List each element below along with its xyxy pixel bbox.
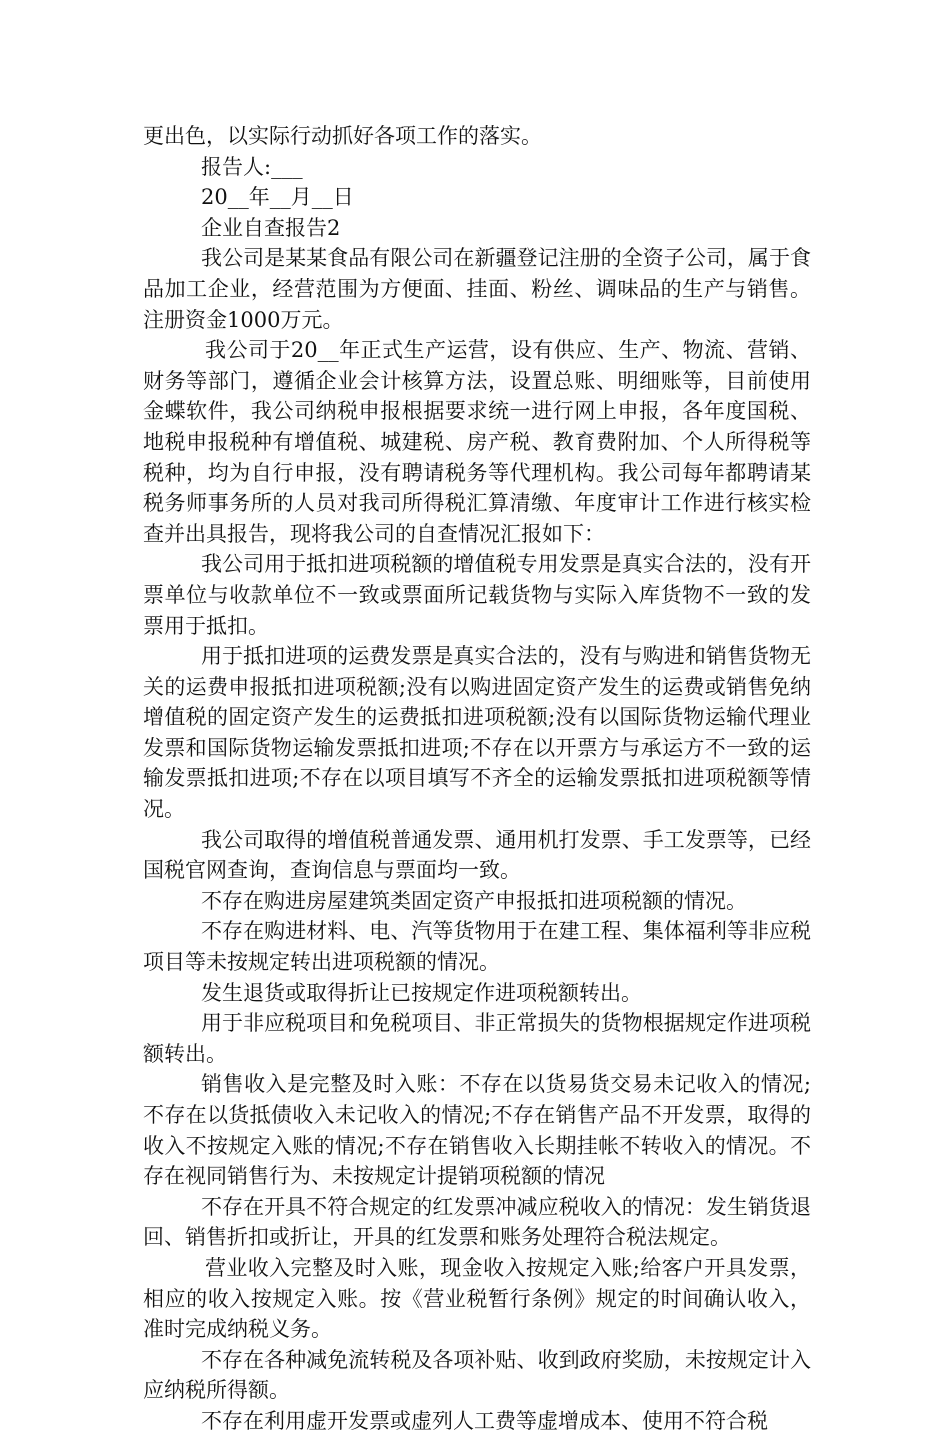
paragraph-fixed-assets: 不存在购进房屋建筑类固定资产申报抵扣进项税额的情况。 <box>201 888 747 913</box>
paragraph-sales-income: 销售收入是完整及时入账：不存在以货易货交易未记收入的情况;不存在以货抵债收入未记收入的情况;不存在销售产品不开发票，取得的收入不按规定入账的情况;不存在销售收入长期挂帐不转收入的情况。不存在视同销售行为、未按规定计提销项税额的情况 <box>143 1072 811 1189</box>
paragraph-subsidies: 不存在各种减免流转税及各项补贴、收到政府奖励，未按规定计入应纳税所得额。 <box>143 1347 811 1403</box>
paragraph-returns: 发生退货或取得折让已按规定作进项税额转出。 <box>201 980 642 1005</box>
paragraph-company-intro: 我公司是某某食品有限公司在新疆登记注册的全资子公司，属于食品加工企业，经营范围为方便面、挂面、粉丝、调味品的生产与销售。注册资金1000万元。 <box>143 246 811 332</box>
paragraph-business-income: 营业收入完整及时入账，现金收入按规定入账;给客户开具发票，相应的收入按规定入账。按《营业税暂行条例》规定的时间确认收入，准时完成纳税义务。 <box>143 1255 811 1342</box>
paragraph-ordinary-invoices: 我公司取得的增值税普通发票、通用机打发票、手工发票等，已经国税官网查询，查询信息与票面均一致。 <box>143 827 811 883</box>
paragraph-non-taxable: 用于非应税项目和免税项目、非正常损失的货物根据规定作进项税额转出。 <box>143 1011 811 1066</box>
document-page <box>143 121 811 1437</box>
section-title: 企业自查报告2 <box>201 215 341 240</box>
paragraph-false-invoices: 不存在利用虚开发票或虚列人工费等虚增成本、使用不符合税 <box>201 1408 768 1433</box>
paragraph-red-invoices: 不存在开具不符合规定的红发票冲减应税收入的情况：发生销货退回、销售折扣或折让，开具的红发票和账务处理符合税法规定。 <box>143 1194 811 1250</box>
date-line: 20__年__月__日 <box>201 185 354 210</box>
paragraph-freight-invoices: 用于抵扣进项的运费发票是真实合法的，没有与购进和销售货物无关的运费申报抵扣进项税额;没有以购进固定资产发生的运费或销售免纳增值税的固定资产发生的运费抵扣进项税额;没有以国际货物运输代理业发票和国际货物运输发票抵扣进项;不存在以开票方与承运方不一致的运输发票抵扣进项;不存在以项目填写不齐全的运输发票抵扣进项税额等情况。 <box>143 644 811 822</box>
paragraph-materials: 不存在购进材料、电、汽等货物用于在建工程、集体福利等非应税项目等未按规定转出进项税额的情况。 <box>143 919 811 975</box>
paragraph-vat-invoices: 我公司用于抵扣进项税额的增值税专用发票是真实合法的，没有开票单位与收款单位不一致或票面所记载货物与实际入库货物不一致的发票用于抵扣。 <box>143 552 811 638</box>
reporter-line: 报告人:___ <box>201 154 303 179</box>
paragraph-operations: 我公司于20__年正式生产运营，设有供应、生产、物流、营销、财务等部门，遵循企业会计核算方法，设置总账、明细账等，目前使用金蝶软件，我公司纳税申报根据要求统一进行网上申报，各年度国税、地税申报税种有增值税、城建税、房产税、教育费附加、个人所得税等税种，均为自行申报，没有聘请税务等代理机构。我公司每年都聘请某税务师事务所的人员对我司所得税汇算清缴、年度审计工作进行核实检查并出具报告，现将我公司的自查情况汇报如下： <box>143 338 811 546</box>
paragraph-closing-line: 更出色，以实际行动抓好各项工作的落实。 <box>143 124 542 148</box>
